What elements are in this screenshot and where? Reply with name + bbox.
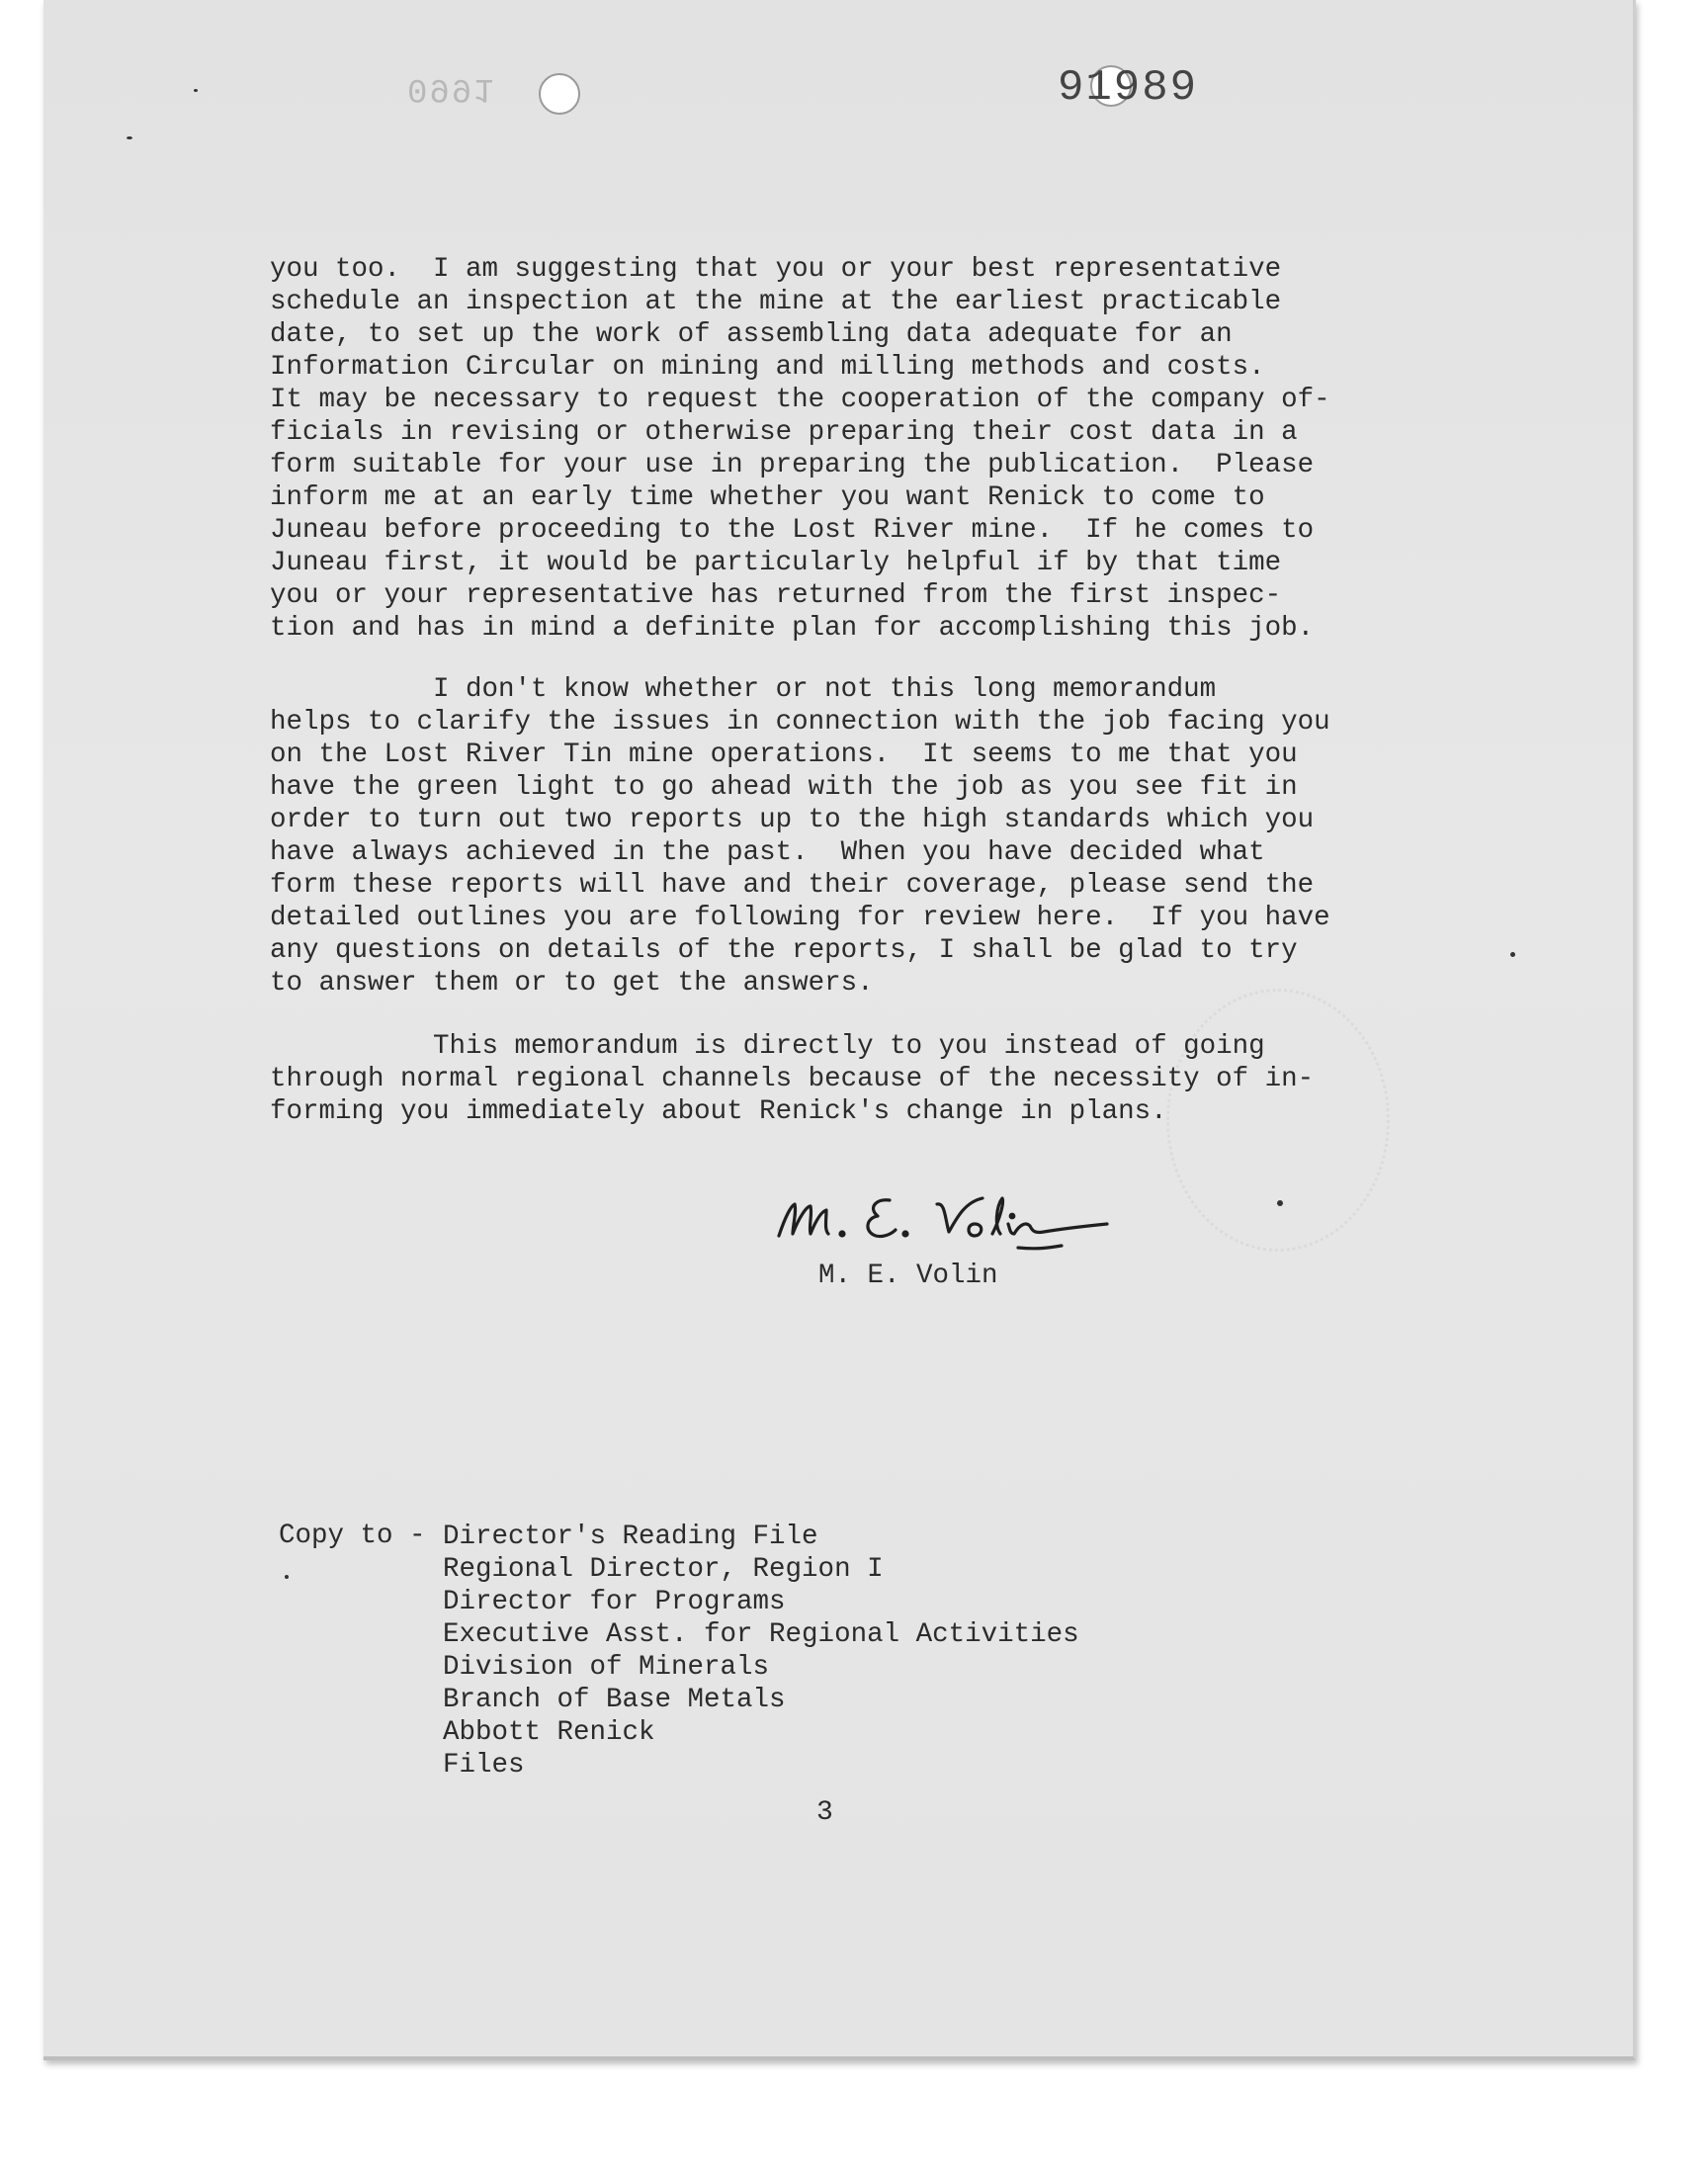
body-paragraph-1: you too. I am suggesting that you or your best representative schedule an inspection at the mine at the earliest practicable date, to set up the work of assembling data adequate for an Information Circular on mining and milling methods and costs. It may be necessary to request the cooperation of the company of- ficials in revising or otherwise preparing their cost data in a form suitable for your use in preparing the publication. Please inform me at an early time whether you want Renick to come to Juneau before proceeding to the Lost River mine. If he comes to Juneau first, it would be particularly helpful if by that time you or your representative has returned from the first inspec- tion and has in mind a definite plan for accomplishing this job. (270, 254, 1330, 644)
body-paragraph-3: This memorandum is directly to you instead of going through normal regional channels because of the necessity of in- forming you immediately about Renick's change in plans. (270, 1031, 1315, 1127)
copy-recipient: Branch of Base Metals (443, 1685, 786, 1715)
copy-recipient: Division of Minerals (443, 1652, 770, 1683)
copy-recipient: Regional Director, Region I (443, 1554, 884, 1585)
copy-recipient: Director's Reading File (443, 1522, 818, 1552)
body-paragraph-2: I don't know whether or not this long memorandum helps to clarify the issues in connection with the job facing you on the Lost River Tin mine operations. It seems to me that you have the green light to go ahead with the job as you see fit in order to turn out two reports up to the high standards which you have always achieved in the past. When you have decided what form these reports will have and their coverage, please send the detailed outlines you are following for review here. If you have any questions on details of the reports, I shall be glad to try to answer them or to get the answers. (270, 674, 1330, 999)
copy-recipient: Files (443, 1750, 525, 1781)
punch-hole-left (539, 73, 580, 115)
scan-speck (285, 1575, 289, 1579)
stamp-number: 91989 (1058, 63, 1199, 113)
scan-speck (1277, 1200, 1283, 1206)
copy-recipients-list (443, 1521, 1079, 1782)
copy-recipient: Abbott Renick (443, 1717, 655, 1748)
scan-speck (194, 89, 198, 92)
scan-speck (127, 136, 132, 139)
stamp-number-faint: 0991 (407, 69, 496, 107)
copy-recipient: Director for Programs (443, 1587, 786, 1617)
typed-signature-name: M. E. Volin (818, 1261, 998, 1291)
copy-recipient: Executive Asst. for Regional Activities (443, 1619, 1079, 1650)
page-number: 3 (816, 1797, 833, 1828)
handwritten-signature (771, 1178, 1127, 1258)
copy-to-label: Copy to - (279, 1521, 426, 1551)
scan-speck (1510, 952, 1515, 957)
